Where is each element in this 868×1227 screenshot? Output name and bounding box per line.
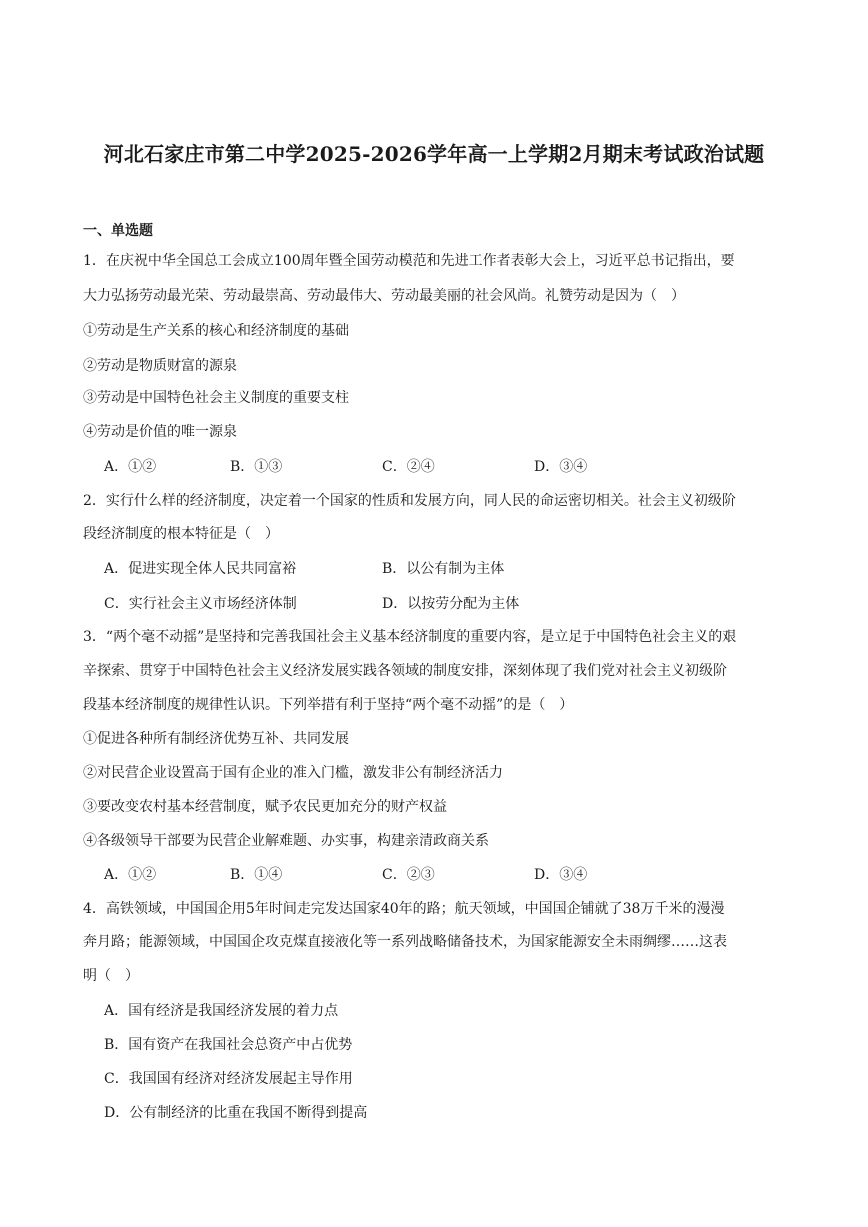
- q2-option-d: D．以按劳分配为主体: [382, 596, 520, 612]
- q3-option-d: D．③④: [534, 867, 588, 883]
- q2-option-c: C．实行社会主义市场经济体制: [104, 596, 297, 612]
- q4-option-c: C．我国国有经济对经济发展起主导作用: [104, 1071, 353, 1087]
- q1-stem-line-2: 大力弘扬劳动最光荣、劳动最崇高、劳动最伟大、劳动最美丽的社会风尚。礼赞劳动是因为（ ）: [83, 288, 685, 304]
- q1-option-b: B．①③: [230, 459, 283, 475]
- q2-option-b: B．以公有制为主体: [382, 561, 505, 577]
- q4-stem-line-2: 奔月路；能源领域，中国国企攻克煤直接液化等一系列战略储备技术，为国家能源安全未雨绸缪……这表: [83, 934, 727, 950]
- q3-option-b: B．①④: [230, 867, 283, 883]
- q1-statement-4: ④劳动是价值的唯一源泉: [83, 424, 237, 440]
- q1-statement-1: ①劳动是生产关系的核心和经济制度的基础: [83, 323, 349, 339]
- section-heading: 一、单选题: [83, 223, 153, 239]
- q3-stem-line-2: 辛探索、贯穿于中国特色社会主义经济发展实践各领域的制度安排，深刻体现了我们党对社会主义初级阶: [83, 663, 727, 679]
- q3-statement-3: ③要改变农村基本经营制度，赋予农民更加充分的财产权益: [83, 799, 447, 815]
- q1-option-c: C．②④: [382, 459, 435, 475]
- q1-stem-line-1: 1．在庆祝中华全国总工会成立100周年暨全国劳动模范和先进工作者表彰大会上，习近平总书记指出，要: [83, 253, 735, 269]
- q2-stem-line-2: 段经济制度的根本特征是（ ）: [83, 526, 279, 542]
- q4-option-b: B．国有资产在我国社会总资产中占优势: [104, 1037, 353, 1053]
- q2-option-a: A．促进实现全体人民共同富裕: [104, 561, 297, 577]
- q3-option-a: A．①②: [104, 867, 157, 883]
- q4-stem-line-1: 4．高铁领域，中国国企用5年时间走完发达国家40年的路；航天领域，中国国企铺就了38万千米的漫漫: [83, 901, 725, 917]
- q4-option-d: D．公有制经济的比重在我国不断得到提高: [104, 1105, 368, 1121]
- q3-statement-4: ④各级领导干部要为民营企业解难题、办实事，构建亲清政商关系: [83, 833, 489, 849]
- exam-title: 河北石家庄市第二中学2025-2026学年高一上学期2月期末考试政治试题: [103, 142, 765, 166]
- q3-statement-2: ②对民营企业设置高于国有企业的准入门槛，激发非公有制经济活力: [83, 765, 503, 781]
- q3-stem-line-3: 段基本经济制度的规律性认识。下列举措有利于坚持“两个毫不动摇”的是（ ）: [83, 697, 574, 713]
- q3-option-c: C．②③: [382, 867, 435, 883]
- q4-option-a: A．国有经济是我国经济发展的着力点: [104, 1003, 339, 1019]
- q1-statement-2: ②劳动是物质财富的源泉: [83, 358, 237, 374]
- q4-stem-line-3: 明（ ）: [83, 968, 139, 984]
- q3-statement-1: ①促进各种所有制经济优势互补、共同发展: [83, 731, 349, 747]
- q3-stem-line-1: 3．“两个毫不动摇”是坚持和完善我国社会主义基本经济制度的重要内容，是立足于中国特色社会主义的艰: [83, 629, 737, 645]
- q1-option-d: D．③④: [534, 459, 588, 475]
- q1-option-a: A．①②: [104, 459, 157, 475]
- q1-statement-3: ③劳动是中国特色社会主义制度的重要支柱: [83, 390, 349, 406]
- q2-stem-line-1: 2．实行什么样的经济制度，决定着一个国家的性质和发展方向，同人民的命运密切相关。社会主义初级阶: [83, 493, 736, 509]
